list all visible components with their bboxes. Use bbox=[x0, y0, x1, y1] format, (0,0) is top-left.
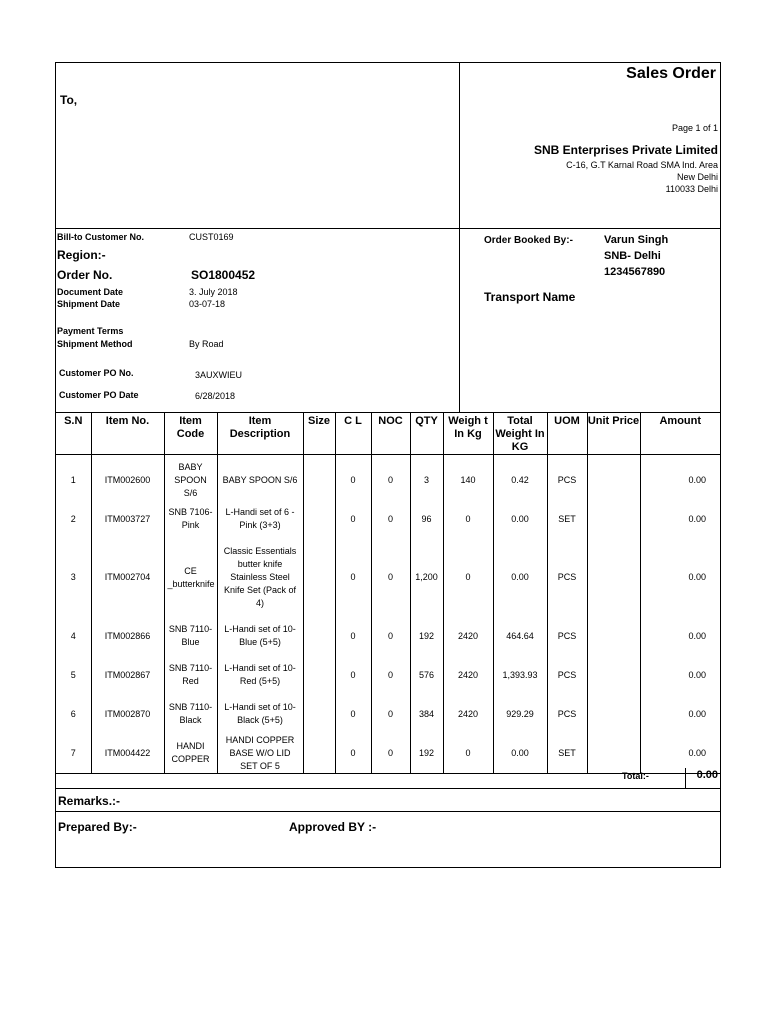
booked-by-name: Varun Singh bbox=[604, 234, 669, 246]
payment-terms-label: Payment Terms bbox=[57, 326, 124, 336]
col-header-cl: C L bbox=[335, 412, 371, 455]
order-no-label: Order No. bbox=[57, 268, 113, 282]
col-header-weight: Weigh t In Kg bbox=[443, 412, 493, 455]
col-header-amount: Amount bbox=[640, 412, 720, 455]
shipment-method-value: By Road bbox=[189, 339, 224, 349]
order-no-value: SO1800452 bbox=[191, 268, 256, 282]
to-label: To, bbox=[60, 93, 78, 107]
shipment-date-label: Shipment Date bbox=[57, 299, 121, 309]
table-row: 2 ITM003727 SNB 7106-Pink L-Handi set of 6 -Pink (3+3) 0 0 96 0 0.00 SET 0.00 bbox=[56, 500, 720, 539]
table-row: 6 ITM002870 SNB 7110-Black L-Handi set of 10-Black (5+5) 0 0 384 2420 929.29 PCS 0.00 bbox=[56, 695, 720, 734]
remarks-separator bbox=[56, 811, 720, 812]
prepared-by-label: Prepared By:- bbox=[58, 820, 137, 834]
col-header-sn: S.N bbox=[56, 412, 91, 455]
header-divider bbox=[459, 63, 460, 412]
total-value: 0.00 bbox=[696, 769, 718, 781]
company-address-line2: New Delhi bbox=[676, 172, 718, 182]
customer-po-no-value: 3AUXWIEU bbox=[195, 370, 243, 380]
table-row: 1 ITM002600 BABY SPOON S/6 BABY SPOON S/6 0 0 3 140 0.42 PCS 0.00 bbox=[56, 461, 720, 500]
customer-po-no-label: Customer PO No. bbox=[59, 368, 134, 378]
col-header-qty: QTY bbox=[410, 412, 443, 455]
table-row: 7 ITM004422 HANDI COPPER HANDI COPPER BASE W/O LID SET OF 5 0 0 192 0 0.00 SET 0.00 bbox=[56, 734, 720, 774]
page-info: Page 1 of 1 bbox=[671, 123, 718, 133]
customer-po-date-label: Customer PO Date bbox=[59, 390, 139, 400]
table-row: 3 ITM002704 CE _butterknife Classic Essentials butter knife Stainless Steel Knife Set (Pack of 4) 0 0 1,200 0 0.00 PCS 0.00 bbox=[56, 539, 720, 617]
company-address-line1: C-16, G.T Karnal Road SMA Ind. Area bbox=[566, 160, 718, 170]
booked-by-branch: SNB- Delhi bbox=[604, 250, 661, 262]
items-table bbox=[56, 412, 720, 774]
shipment-date-value: 03-07-18 bbox=[189, 299, 226, 309]
total-separator bbox=[56, 788, 720, 789]
col-header-item-code: Item Code bbox=[164, 412, 217, 455]
transport-name-label: Transport Name bbox=[484, 290, 576, 304]
bill-to-label: Bill-to Customer No. bbox=[57, 232, 144, 242]
bill-to-value: CUST0169 bbox=[189, 232, 234, 242]
col-header-size: Size bbox=[303, 412, 335, 455]
col-header-unit-price: Unit Price bbox=[587, 412, 640, 455]
table-row: 5 ITM002867 SNB 7110-Red L-Handi set of 10-Red (5+5) 0 0 576 2420 1,393.93 PCS 0.00 bbox=[56, 656, 720, 695]
company-address-line3: 110033 Delhi bbox=[665, 184, 718, 194]
table-header-row bbox=[56, 412, 720, 455]
table-row: 4 ITM002866 SNB 7110-Blue L-Handi set of 10-Blue (5+5) 0 0 192 2420 464.64 PCS 0.00 bbox=[56, 617, 720, 656]
shipment-method-label: Shipment Method bbox=[57, 339, 133, 349]
document-date-label: Document Date bbox=[57, 287, 124, 297]
total-label: Total:- bbox=[622, 771, 649, 781]
region-label: Region:- bbox=[57, 248, 106, 262]
col-header-item-description: Item Description bbox=[217, 412, 303, 455]
col-header-noc: NOC bbox=[371, 412, 410, 455]
sales-order-document bbox=[55, 62, 721, 868]
approved-by-label: Approved BY :- bbox=[289, 820, 377, 834]
col-header-uom: UOM bbox=[547, 412, 587, 455]
document-date-value: 3. July 2018 bbox=[189, 287, 238, 297]
booked-by-label: Order Booked By:- bbox=[484, 235, 573, 246]
remarks-label: Remarks.:- bbox=[58, 794, 121, 808]
company-name: SNB Enterprises Private Limited bbox=[533, 143, 718, 157]
total-divider bbox=[685, 768, 686, 788]
header-separator bbox=[56, 228, 720, 229]
col-header-total-weight: Total Weight In KG bbox=[493, 412, 547, 455]
page-title: Sales Order bbox=[626, 65, 716, 82]
booked-by-phone: 1234567890 bbox=[604, 266, 666, 278]
col-header-item-no: Item No. bbox=[91, 412, 164, 455]
customer-po-date-value: 6/28/2018 bbox=[195, 391, 236, 401]
